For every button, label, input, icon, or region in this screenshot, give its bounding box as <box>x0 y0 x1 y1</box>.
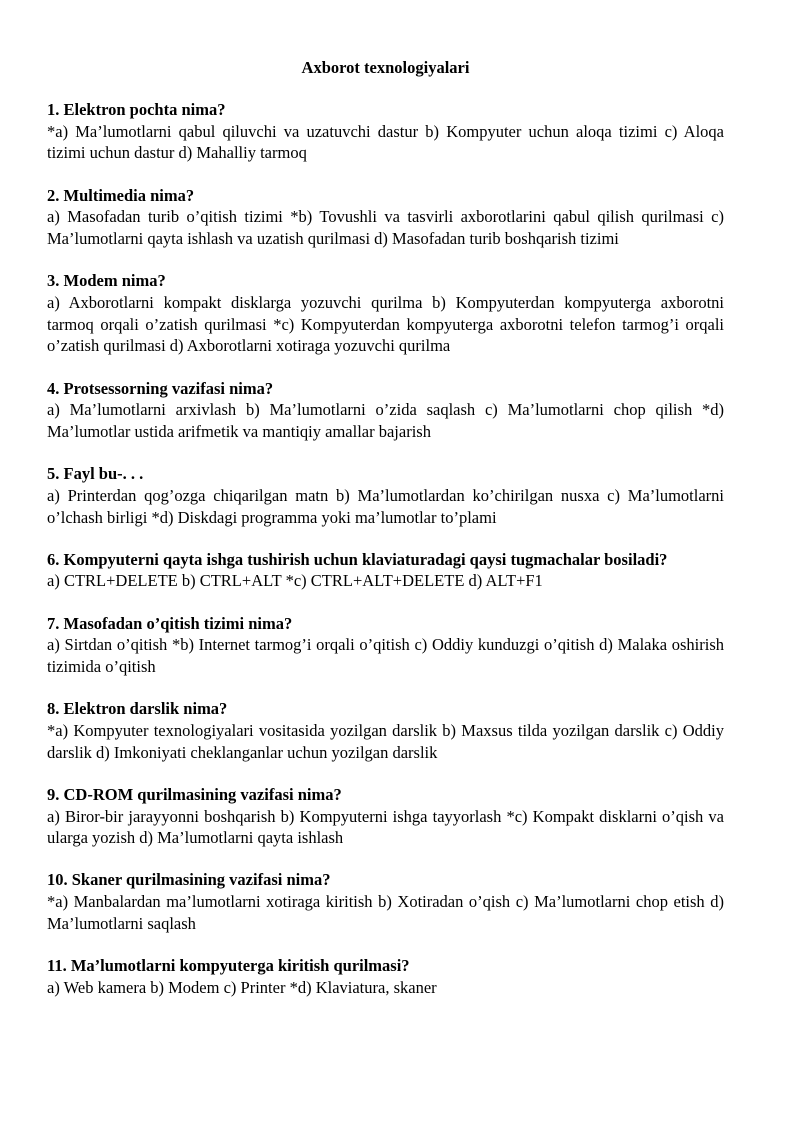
question-heading: 4. Protsessorning vazifasi nima? <box>47 378 274 398</box>
question-answers: a) Sirtdan o’qitish *b) Internet tarmog’i orqali o’qitish c) Oddiy kunduzgi o’qitish d) Malaka oshirish tizimida o’qitish <box>47 635 724 677</box>
question-answers: a) Biror-bir jarayyonni boshqarish b) Kompyuterni ishga tayyorlash *c) Kompakt disklarni o’qish va ularga yozish d) Ma’lumotlarni qayta ishlash <box>47 806 724 848</box>
question-heading: 11. Ma’lumotlarni kompyuterga kiritish qurilmasi? <box>47 956 410 976</box>
question-heading: 1. Elektron pochta nima? <box>47 100 226 119</box>
question-heading: 2. Multimedia nima? <box>47 185 195 205</box>
question-answers: a) Web kamera b) Modem c) Printer *d) Klaviatura, skaner <box>47 977 437 997</box>
question-11 <box>47 955 724 998</box>
question-7 <box>47 613 724 678</box>
question-answers: *a) Manbalardan ma’lumotlarni xotiraga kiritish b) Xotiradan o’qish c) Ma’lumotlarni chop etish d) Ma’lumotlarni saqlash <box>47 892 724 933</box>
question-heading: 5. Fayl bu-. . . <box>47 464 144 484</box>
question-heading: 3. Modem nima? <box>47 271 166 291</box>
question-9 <box>47 784 724 849</box>
document-title: Axborot texnologiyalari <box>301 58 470 77</box>
question-answers: a) Printerdan qog’ozga chiqarilgan matn b) Ma’lumotlardan ko’chirilgan nusxa c) Ma’lumotlarni o’lchash birligi *d) Diskdagi programma yoki ma’lumotlar to’plami <box>47 485 724 527</box>
question-8 <box>47 698 724 763</box>
question-1 <box>47 99 724 164</box>
document-page <box>47 57 724 1019</box>
question-heading: 9. CD-ROM qurilmasining vazifasi nima? <box>47 784 342 804</box>
question-5 <box>47 463 724 528</box>
question-answers: *a) Kompyuter texnologiyalari vositasida yozilgan darslik b) Maxsus tilda yozilgan darslik c) Oddiy darslik d) Imkoniyati cheklanganlar uchun yozilgan darslik <box>47 720 724 762</box>
question-heading: 6. Kompyuterni qayta ishga tushirish uchun klaviaturadagi qaysi tugmachalar bosiladi? <box>47 549 668 569</box>
question-2 <box>47 185 724 250</box>
question-answers: a) Axborotlarni kompakt disklarga yozuvchi qurilma b) Kompyuterdan kompyuterga axborotni tarmoq orqali o’zatish qurilmasi *c) Kompyuterdan kompyuterga axborotni telefon tarmog’i orqali o’zatish qurilmasi d) Axborotlarni xotiraga yozuvchi qurilma <box>47 292 724 356</box>
question-3 <box>47 270 724 357</box>
question-answers: *a) Ma’lumotlarni qabul qiluvchi va uzatuvchi dastur b) Kompyuter uchun aloqa tizimi c) Aloqa tizimi uchun dastur d) Mahalliy tarmoq <box>47 121 724 163</box>
question-answers: a) Ma’lumotlarni arxivlash b) Ma’lumotlarni o’zida saqlash c) Ma’lumotlarni chop qilish *d) Ma’lumotlar ustida arifmetik va mantiqiy amallar bajarish <box>47 400 724 441</box>
question-heading: 7. Masofadan o’qitish tizimi nima? <box>47 613 293 633</box>
question-answers: a) CTRL+DELETE b) CTRL+ALT *c) CTRL+ALT+DELETE d) ALT+F1 <box>47 571 543 591</box>
question-answers: a) Masofadan turib o’qitish tizimi *b) Tovushli va tasvirli axborotlarini qabul qilish qurilmasi c) Ma’lumotlarni qayta ishlash va uzatish qurilmasi d) Masofadan turib boshqarish tizimi <box>47 207 724 249</box>
question-10 <box>47 869 724 934</box>
question-heading: 8. Elektron darslik nima? <box>47 699 228 719</box>
question-heading: 10. Skaner qurilmasining vazifasi nima? <box>47 870 331 890</box>
question-4 <box>47 378 724 443</box>
question-6 <box>47 549 724 592</box>
